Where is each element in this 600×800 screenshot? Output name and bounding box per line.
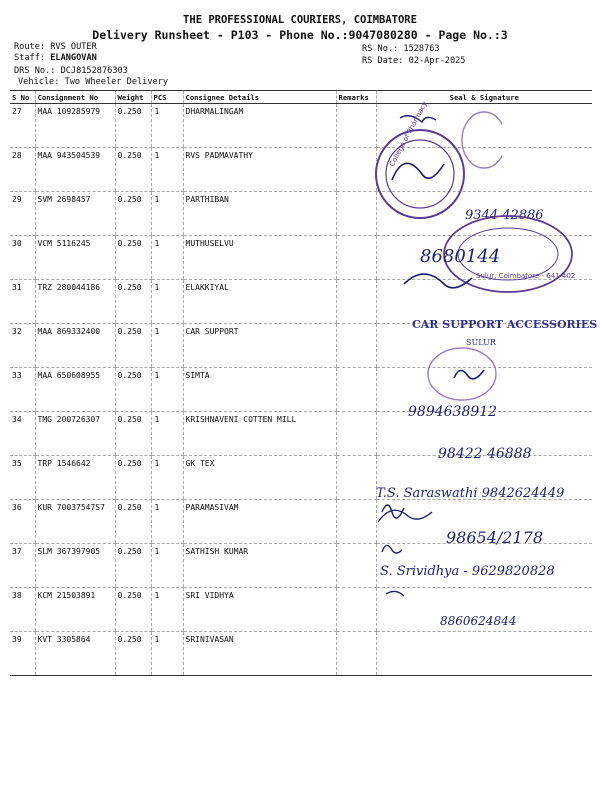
cell-consignee: SIMTA	[183, 368, 336, 412]
signature-row31: 8680144	[420, 246, 501, 267]
cell-sno: 28	[10, 148, 35, 192]
cell-consignment: TRP 1546642	[35, 456, 115, 500]
signature-row38: S. Srividhya - 9629820828	[380, 564, 555, 579]
cell-remarks	[336, 148, 376, 192]
cell-sno: 33	[10, 368, 35, 412]
cell-pcs: 1	[151, 104, 183, 148]
cell-sno: 32	[10, 324, 35, 368]
car-support-place: SULUR	[466, 338, 496, 347]
cell-remarks	[336, 280, 376, 324]
cell-remarks	[336, 104, 376, 148]
cell-remarks	[336, 632, 376, 676]
cell-consignee: SRINIVASAN	[183, 632, 336, 676]
cell-weight: 0.250	[115, 412, 151, 456]
cell-consignee: GK TEX	[183, 456, 336, 500]
signature-row30: 9344 42886	[465, 208, 544, 223]
col-consignee: Consignee Details	[183, 91, 336, 104]
cell-remarks	[336, 544, 376, 588]
pharmacy-stamp-text: College of Pharmacy	[388, 100, 429, 168]
cell-consignment: VCM 5116245	[35, 236, 115, 280]
cell-pcs: 1	[151, 456, 183, 500]
signature-row34: 9894638912	[408, 404, 498, 420]
cell-remarks	[336, 500, 376, 544]
cell-consignee: ELAKKIYAL	[183, 280, 336, 324]
route-info: Route: RVS OUTER	[14, 42, 97, 52]
cell-weight: 0.250	[115, 500, 151, 544]
cell-consignee: SATHISH KUMAR	[183, 544, 336, 588]
cell-consignment: KUR 70037547S7	[35, 500, 115, 544]
cell-consignment: SVM 2698457	[35, 192, 115, 236]
staff-info	[14, 53, 97, 64]
cell-pcs: 1	[151, 148, 183, 192]
cell-sno: 30	[10, 236, 35, 280]
cell-pcs: 1	[151, 588, 183, 632]
cell-consignment: MAA 650608955	[35, 368, 115, 412]
cell-sno: 36	[10, 500, 35, 544]
cell-consignee: CAR SUPPORT	[183, 324, 336, 368]
signature-row35: 98422 46888	[438, 446, 532, 462]
vehicle-info: Vehicle: Two Wheeler Delivery	[18, 77, 169, 87]
cell-pcs: 1	[151, 412, 183, 456]
cell-weight: 0.250	[115, 544, 151, 588]
cell-sno: 27	[10, 104, 35, 148]
cell-remarks	[336, 456, 376, 500]
cell-pcs: 1	[151, 368, 183, 412]
cell-sno: 29	[10, 192, 35, 236]
cell-consignment: KVT 3305864	[35, 632, 115, 676]
cell-sno: 39	[10, 632, 35, 676]
table-row	[10, 104, 592, 148]
scribble-signatures	[378, 108, 501, 628]
cell-consignment: SLM 367397905	[35, 544, 115, 588]
cell-consignee: DHARMALINGAM	[183, 104, 336, 148]
cell-sno: 35	[10, 456, 35, 500]
staff-name: ELANGOVAN	[50, 53, 97, 63]
cell-signature	[376, 632, 592, 676]
table-header-row	[10, 91, 592, 104]
cell-consignee: MUTHUSELVU	[183, 236, 336, 280]
signature-row36: T.S. Saraswathi 9842624449	[376, 486, 565, 501]
col-consignment: Consignment No	[35, 91, 115, 104]
cell-remarks	[336, 368, 376, 412]
cell-weight: 0.250	[115, 324, 151, 368]
col-weight: Weight	[115, 91, 151, 104]
cell-consignee: PARAMASIVAM	[183, 500, 336, 544]
medical-stamp-text: Sulur, Coimbatore - 641 402	[476, 272, 576, 280]
col-sno: S No	[10, 91, 35, 104]
cell-remarks	[336, 192, 376, 236]
cell-pcs: 1	[151, 280, 183, 324]
cell-weight: 0.250	[115, 588, 151, 632]
cell-remarks	[336, 412, 376, 456]
cell-weight: 0.250	[115, 104, 151, 148]
cell-consignment: MAA 869332400	[35, 324, 115, 368]
car-support-stamp: CAR SUPPORT ACCESSORIES	[412, 318, 598, 331]
cell-weight: 0.250	[115, 456, 151, 500]
cell-sno: 34	[10, 412, 35, 456]
cell-pcs: 1	[151, 632, 183, 676]
cell-pcs: 1	[151, 544, 183, 588]
cell-consignee: RVS PADMAVATHY	[183, 148, 336, 192]
cell-weight: 0.250	[115, 280, 151, 324]
cell-pcs: 1	[151, 500, 183, 544]
col-signature: Seal & Signature	[376, 91, 592, 104]
signature-row37: 98654/2178	[446, 528, 544, 547]
table-row	[10, 148, 592, 192]
cell-consignment: TMG 200726307	[35, 412, 115, 456]
staff-label: Staff:	[14, 53, 46, 63]
cell-weight: 0.250	[115, 632, 151, 676]
cell-weight: 0.250	[115, 368, 151, 412]
cell-consignee: KRISHNAVENI COTTEN MILL	[183, 412, 336, 456]
cell-pcs: 1	[151, 236, 183, 280]
signature-row39: 8860624844	[440, 614, 517, 628]
col-pcs: PCS	[151, 91, 183, 104]
cell-pcs: 1	[151, 192, 183, 236]
company-title: THE PROFESSIONAL COURIERS, COIMBATORE	[183, 14, 417, 26]
cell-weight: 0.250	[115, 148, 151, 192]
col-remarks: Remarks	[336, 91, 376, 104]
cell-remarks	[336, 588, 376, 632]
cell-remarks	[336, 236, 376, 280]
rs-number: RS No.: 1528763	[362, 44, 440, 54]
cell-pcs: 1	[151, 324, 183, 368]
cell-consignment: MAA 109285979	[35, 104, 115, 148]
drs-info: DRS No.: DCJ8152876303	[14, 66, 128, 76]
cell-weight: 0.250	[115, 192, 151, 236]
cell-sno: 37	[10, 544, 35, 588]
cell-remarks	[336, 324, 376, 368]
cell-consignment: MAA 943504539	[35, 148, 115, 192]
runsheet-subtitle: Delivery Runsheet - P103 - Phone No.:9047080280 - Page No.:3	[92, 28, 508, 42]
table-row	[10, 632, 592, 676]
cell-sno: 31	[10, 280, 35, 324]
cell-consignment: KCM 21503891	[35, 588, 115, 632]
cell-consignee: SRI VIDHYA	[183, 588, 336, 632]
cell-consignment: TRZ 280044186	[35, 280, 115, 324]
cell-weight: 0.250	[115, 236, 151, 280]
cell-consignee: PARTHIBAN	[183, 192, 336, 236]
cell-sno: 38	[10, 588, 35, 632]
rs-date: RS Date: 02-Apr-2025	[362, 56, 466, 66]
